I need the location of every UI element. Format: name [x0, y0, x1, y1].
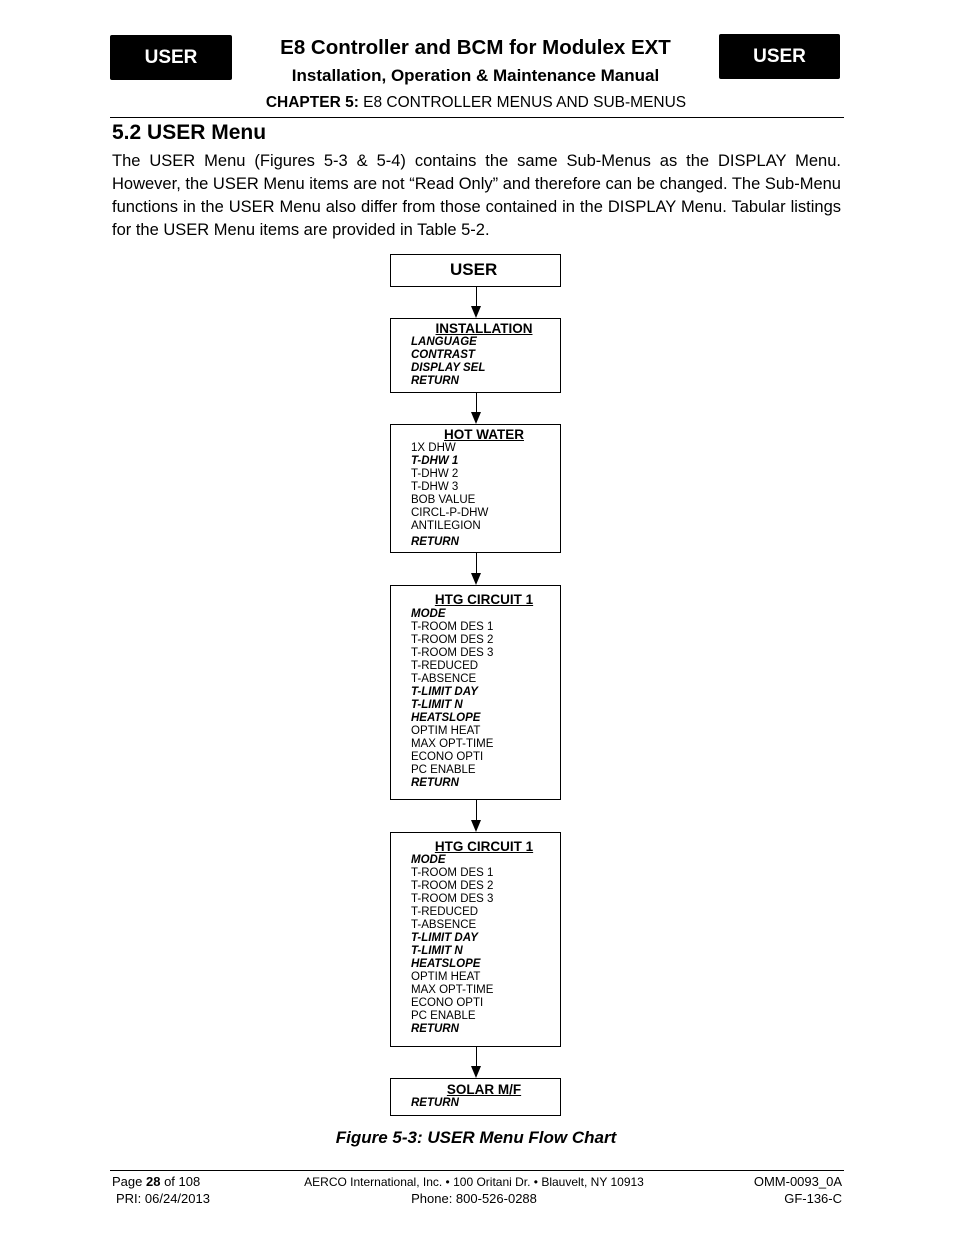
arrow-down-icon [471, 1066, 481, 1078]
arrow-down-icon [471, 820, 481, 832]
page-current: 28 [145, 1174, 161, 1189]
menu-item: T-DHW 1 [411, 455, 459, 467]
footer-rule [110, 1170, 844, 1171]
menu-item: RETURN [411, 1097, 459, 1109]
figure-caption: Figure 5-3: USER Menu Flow Chart [335, 1128, 617, 1147]
menu-item: T-ROOM DES 1 [411, 621, 494, 633]
menu-item-list [411, 442, 488, 549]
menu-box-title: INSTALLATION [435, 321, 533, 336]
page-number [112, 1174, 200, 1190]
menu-item: T-DHW 3 [411, 481, 459, 493]
menu-box [390, 424, 561, 553]
menu-item: T-LIMIT N [411, 699, 463, 711]
root-label: USER [450, 260, 498, 279]
menu-item: T-DHW 2 [411, 468, 459, 480]
company-phone: Phone: 800-526-0288 [411, 1191, 537, 1206]
menu-item: BOB VALUE [411, 494, 476, 506]
menu-box [390, 1078, 561, 1116]
menu-item: T-ROOM DES 3 [411, 647, 494, 659]
header-rule [110, 117, 844, 118]
flow-connector-line [476, 800, 477, 821]
menu-box-title: SOLAR M/F [446, 1082, 522, 1097]
document-subtitle: Installation, Operation & Maintenance Manual [291, 66, 660, 85]
menu-item: OPTIM HEAT [411, 725, 481, 737]
document-title: E8 Controller and BCM for Modulex EXT [280, 36, 671, 59]
company-address: AERCO International, Inc. • 100 Oritani Dr. • Blauvelt, NY 10913 [304, 1175, 644, 1189]
page-total: of 108 [160, 1174, 201, 1189]
menu-item: T-ROOM DES 1 [411, 867, 494, 879]
menu-item: RETURN [411, 1023, 459, 1035]
menu-item-list [411, 608, 493, 790]
menu-item: T-ROOM DES 2 [411, 880, 494, 892]
flow-connector-line [476, 553, 477, 574]
menu-item: PC ENABLE [411, 1010, 476, 1022]
menu-box [390, 832, 561, 1047]
menu-item: DISPLAY SEL [411, 362, 486, 374]
menu-item: RETURN [411, 375, 459, 387]
menu-item-list [411, 854, 493, 1036]
menu-item: 1X DHW [411, 442, 456, 454]
arrow-down-icon [471, 412, 481, 424]
menu-item: T-LIMIT DAY [411, 686, 478, 698]
section-heading: 5.2 USER Menu [112, 121, 267, 144]
menu-item: T-ROOM DES 3 [411, 893, 494, 905]
menu-box [390, 585, 561, 800]
menu-item: HEATSLOPE [411, 958, 481, 970]
flow-connector-line [476, 1047, 477, 1067]
page-prefix: Page [112, 1174, 146, 1189]
menu-item: LANGUAGE [411, 336, 477, 348]
menu-box-title: HTG CIRCUIT 1 [434, 592, 534, 607]
document-id: OMM-0093_0A [753, 1174, 842, 1189]
menu-item: PC ENABLE [411, 764, 476, 776]
menu-item: T-REDUCED [411, 660, 479, 672]
menu-item: MAX OPT-TIME [411, 984, 494, 996]
pri-date: PRI: 06/24/2013 [116, 1191, 210, 1206]
menu-item: MODE [411, 854, 446, 866]
menu-item: OPTIM HEAT [411, 971, 481, 983]
chapter-label: CHAPTER 5: [265, 94, 359, 111]
menu-item: T-ABSENCE [411, 673, 477, 685]
menu-item: T-ROOM DES 2 [411, 634, 494, 646]
menu-item: RETURN [411, 536, 459, 548]
menu-item: ECONO OPTI [411, 751, 484, 763]
flow-connector-line [476, 393, 477, 413]
arrow-down-icon [471, 573, 481, 585]
user-badge-left: USER [110, 35, 232, 80]
menu-item: CONTRAST [411, 349, 475, 361]
menu-item: T-LIMIT N [411, 945, 463, 957]
menu-box-title: HOT WATER [444, 427, 524, 442]
root-box [390, 254, 561, 287]
menu-item: HEATSLOPE [411, 712, 481, 724]
chapter-line [110, 94, 842, 112]
section-paragraph: The USER Menu (Figures 5-3 & 5-4) contains the same Sub-Menus as the DISPLAY Menu. However, the USER Menu items are not “Read Only” and therefore can be changed. The Sub-Menu functions in the USER Menu also differ from those contained in the DISPLAY Menu. Tabular listings for the USER Menu items are provided in Table 5-2. [112, 152, 841, 239]
menu-item: T-REDUCED [411, 906, 479, 918]
menu-box-title: HTG CIRCUIT 1 [434, 839, 534, 854]
menu-item: MODE [411, 608, 446, 620]
menu-item: ECONO OPTI [411, 997, 484, 1009]
flow-connector-line [476, 287, 477, 307]
menu-item: MAX OPT-TIME [411, 738, 494, 750]
menu-item: T-LIMIT DAY [411, 932, 478, 944]
arrow-down-icon [471, 306, 481, 318]
chapter-text: E8 CONTROLLER MENUS AND SUB-MENUS [363, 94, 687, 111]
menu-item: ANTILEGION [411, 520, 481, 532]
menu-item-list [411, 336, 485, 388]
user-badge-right: USER [719, 34, 840, 79]
form-id: GF-136-C [784, 1191, 842, 1206]
menu-item: T-ABSENCE [411, 919, 477, 931]
menu-box [390, 318, 561, 393]
menu-item-list [411, 1097, 459, 1110]
menu-item: RETURN [411, 777, 459, 789]
menu-item: CIRCL-P-DHW [411, 507, 489, 519]
